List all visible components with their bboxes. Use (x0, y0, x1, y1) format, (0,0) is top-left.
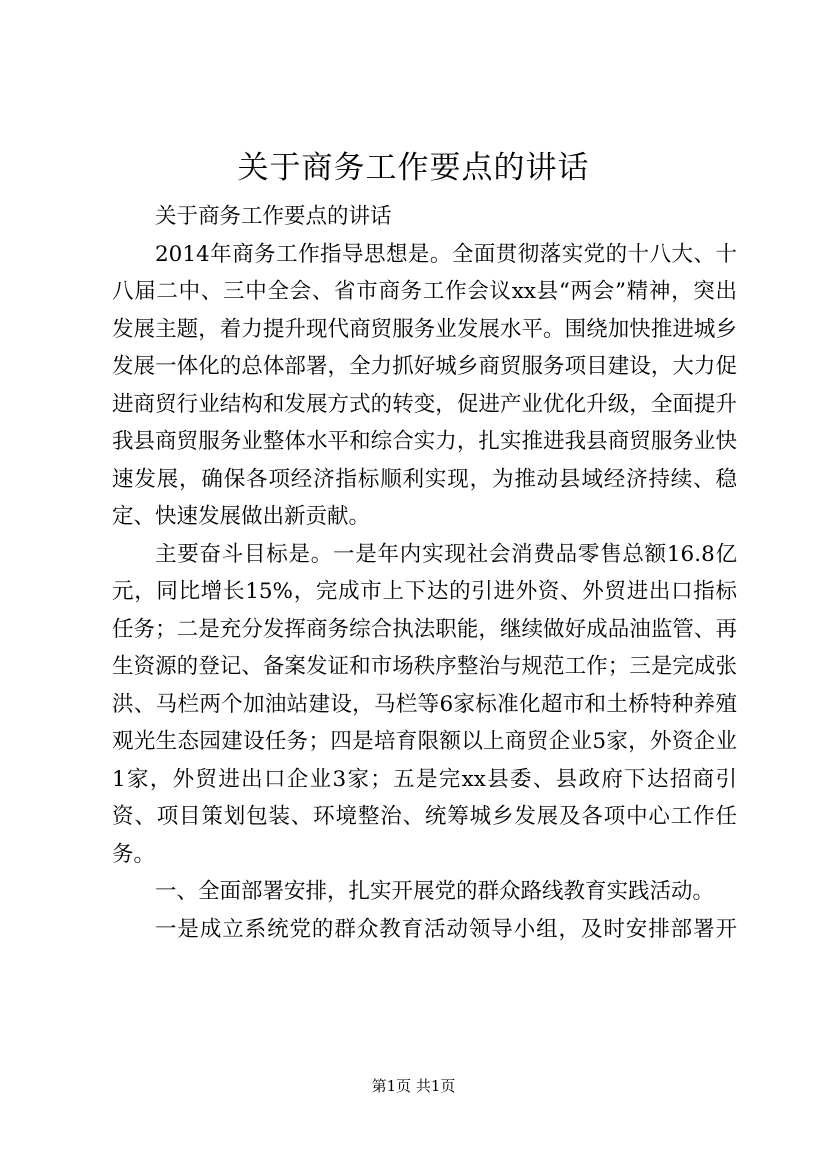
document-body (112, 198, 737, 948)
paragraph-truncated: 一是成立系统党的群众教育活动领导小组，及时安排部署开 (155, 916, 737, 942)
page-title: 关于商务工作要点的讲话 (237, 150, 590, 186)
page-number-footer: 第1页 共1页 (371, 1077, 456, 1095)
paragraph-guiding-thought: 2014年商务工作指导思想是。全面贯彻落实党的十八大、十八届二中、三中全会、省市商务工作会议xx县“两会”精神，突出发展主题，着力提升现代商贸服务业发展水平。围绕加快推进城乡发展一体化的总体部署，全力抓好城乡商贸服务项目建设，大力促进商贸行业结构和发展方式的转变，促进产业优化升级，全面提升我县商贸服务业整体水平和综合实力，扎实推进我县商贸服务业快速发展，确保各项经济指标顺利实现，为推动县域经济持续、稳定、快速发展做出新贡献。 (112, 241, 737, 529)
paragraph-main-goals: 主要奋斗目标是。一是年内实现社会消费品零售总额16.8亿元，同比增长15%，完成市上下达的引进外资、外贸进出口指标任务；二是充分发挥商务综合执法职能，继续做好成品油监管、再生资源的登记、备案发证和市场秩序整治与规范工作；三是完成张洪、马栏两个加油站建设，马栏等6家标准化超市和土桥特种养殖观光生态园建设任务；四是培育限额以上商贸企业5家，外资企业1家，外贸进出口企业3家；五是完xx县委、县政府下达招商引资、项目策划包装、环境整治、统筹城乡发展及各项中心工作任务。 (112, 541, 737, 867)
paragraph-section-heading: 一、全面部署安排，扎实开展党的群众路线教育实践活动。 (155, 879, 715, 904)
paragraph-subtitle: 关于商务工作要点的讲话 (155, 204, 392, 229)
